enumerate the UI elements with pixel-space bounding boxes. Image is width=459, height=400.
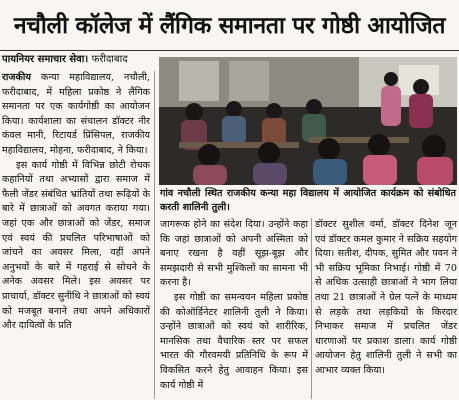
article-column-2	[160, 218, 308, 393]
paragraph-text: डॉक्टर सुशील वर्मा, डॉक्टर दिनेश जून एवं डॉक्टर कमल कुमार ने सक्रिय सहयोग दिया। सतीश, दीपक, सुमित और पवन ने भी सक्रिय भूमिका निभाई। गोष्ठी में 70 से अधिक उत्साही छात्राओं ने भाग लिया तथा 21 छात्राओं ने ग्रेल पत्नें के माध्यम से लड़के तथा लड़कियों के किरदार निभाकर समाज में प्रचलित जेंडर धारणाओं पर प्रकाश डाला। कार्य गोष्ठी आयोजन हेतु शालिनी तुली ने सभी का आभार व्यक्त किया।	[315, 219, 457, 376]
article-column-3	[315, 218, 457, 379]
paragraph	[160, 218, 308, 291]
paragraph	[2, 159, 150, 334]
dateline-location: फरीदाबाद	[91, 54, 128, 65]
column-divider	[311, 218, 312, 399]
column-divider	[154, 71, 155, 399]
headline: नचौली कॉलेज में लैंगिक समानता पर गोष्ठी आयोजित	[13, 13, 446, 39]
classroom-photo-illustration	[159, 57, 457, 185]
article-column-1	[2, 71, 150, 334]
dateline	[2, 51, 128, 69]
lead-word: राजकीय	[2, 72, 31, 83]
photo-caption: गांव नचौली स्थित राजकीय कन्या महा विद्यालय में आयोजित कार्यक्रम को संबोधित करती शालिनी तुली।	[160, 188, 456, 213]
paragraph	[160, 291, 308, 393]
event-photo	[159, 57, 457, 185]
paragraph-text: जागरूक होने का संदेश दिया। उन्होंने कहा कि जहां छात्राओं को अपनी अस्मिता को बनाए रखना है वहीं सूझ-बूझ और समझदारी से सभी मुश्किलों का सामना भी करना है।	[160, 219, 308, 289]
paragraph	[2, 71, 150, 159]
paragraph-text: इस कार्य गोष्ठी में विभिन्न छोटी रोचक कहानियों तथा अभ्यासों द्वारा समाज में फैली जेंडर संबंधित भ्रांतियों तथा रूढ़ियों के बारे में छात्राओं को अवगत कराया गया। जहां एक और छात्राओं को जेंडर, समाज एवं स्वयं की प्रचलित परिभाषाओं को जांचने का अवसर मिला, वहीं अपने अनुभवों के बारे में गहराई से सोचने के अनेक अवसर मिले। इस अवसर पर प्राचार्या, डॉक्टर सुनीथि ने छात्राओं को स्वयं को मजबूत बनाने तथा अपने अधिकारों और दायित्वों के प्रति	[2, 159, 150, 332]
paragraph-text: कन्या महाविद्यालय, नचौली, फरीदाबाद, में महिला प्रकोष्ठ ने लैंगिक समानता पर एक कार्यगोष्ठी का आयोजन किया। कार्यशाला का संचालन डॉक्टर नीर कंवल मानी, रिटायर्ड प्रिंसिपल, राजकीय महाविद्यालय, मोहना, फरीदाबाद, ने किया।	[2, 72, 150, 156]
paragraph	[315, 218, 457, 379]
paragraph-text: इस गोष्ठी का समन्वयन महिला प्रकोष्ठ की कोऑर्डिनेटर शालिनी तुली ने किया। उन्होंने छात्राओं को स्वयं को शारीरिक, मानसिक तथा वैचारिक स्तर पर सफल भारत की गौरवमयी प्रतिनिधि के रूप में विकसित करने हेतु आवाहन किया। इस कार्य गोष्ठी में	[160, 291, 308, 391]
dateline-source: पायनियर समाचार सेवा।	[2, 54, 89, 65]
